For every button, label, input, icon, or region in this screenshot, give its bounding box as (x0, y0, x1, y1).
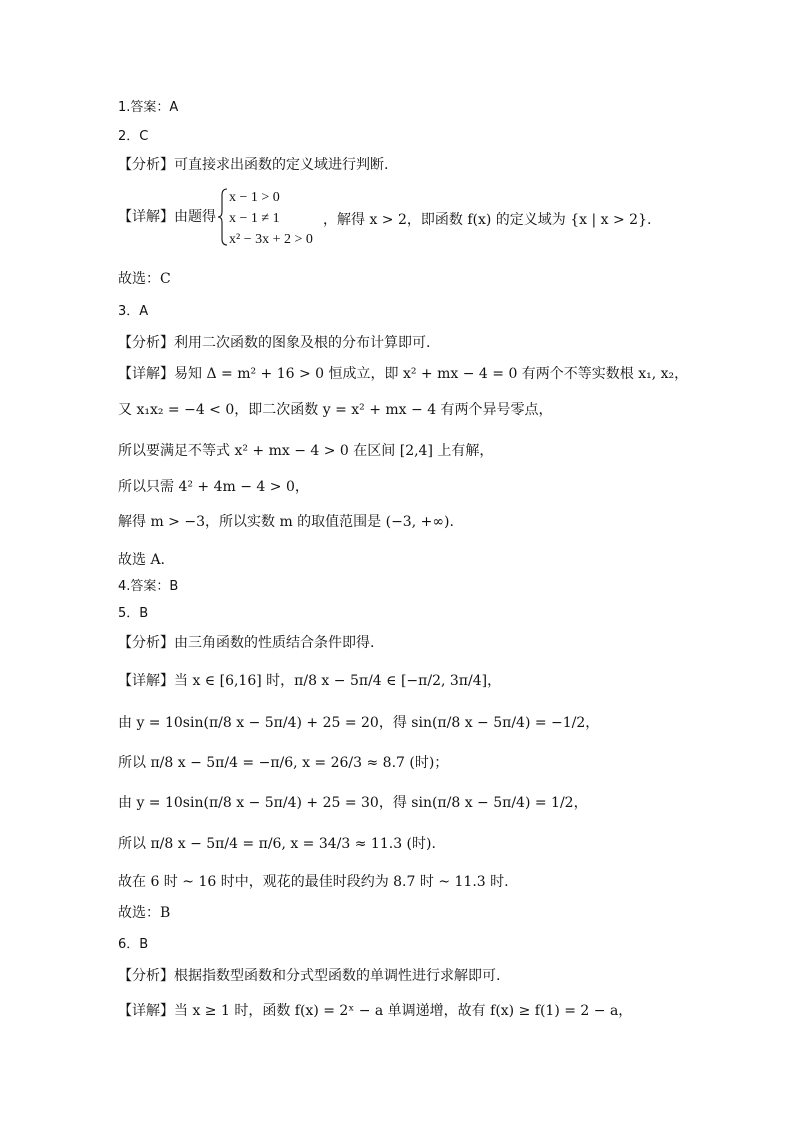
brace-icon (218, 188, 228, 246)
q3-detail-line-1: 【详解】易知 Δ = m² + 16 > 0 恒成立，即 x² + mx − 4 = 0 有两个不等实数根 x₁, x₂， (118, 366, 689, 382)
q2-system-row-2: x − 1 ≠ 1 (229, 211, 280, 226)
answer-6: 6．B (118, 937, 149, 952)
answer-5: 5．B (118, 606, 149, 621)
q3-detail-line-5: 解得 m > −3，所以实数 m 的取值范围是 (−3, +∞). (118, 514, 454, 530)
q2-system-row-1: x − 1 > 0 (229, 190, 280, 205)
q5-detail-line-6: 故在 6 时 ~ 16 时中，观花的最佳时段约为 8.7 时 ~ 11.3 时. (118, 874, 509, 890)
q2-system-row-3: x² − 3x + 2 > 0 (229, 232, 313, 247)
q6-analysis: 【分析】根据指数型函数和分式型函数的单调性进行求解即可. (118, 968, 501, 984)
q5-answer: 故选：B (118, 905, 171, 921)
q2-detail-prefix: 【详解】由题得 (118, 209, 216, 225)
q6-detail-line-1: 【详解】当 x ≥ 1 时，函数 f(x) = 2ˣ − a 单调递增，故有 f(x) ≥ f(1) = 2 − a， (118, 1003, 633, 1019)
q5-detail-line-4: 由 y = 10sin(π/8 x − 5π/4) + 25 = 30，得 sin(π/8 x − 5π/4) = 1/2， (118, 795, 588, 811)
q2-detail-suffix: ，解得 x > 2，即函数 f(x) 的定义域为 {x | x > 2}. (323, 212, 652, 228)
answer-3: 3．A (118, 304, 149, 319)
q5-detail-line-3: 所以 π/8 x − 5π/4 = −π/6, x = 26/3 ≈ 8.7 (时)； (118, 755, 449, 771)
q3-analysis: 【分析】利用二次函数的图象及根的分布计算即可. (118, 335, 431, 351)
q2-answer: 故选：C (118, 271, 171, 287)
q5-analysis: 【分析】由三角函数的性质结合条件即得. (118, 635, 375, 651)
answer-4: 4.答案：B (118, 579, 179, 594)
q3-detail-line-2: 又 x₁x₂ = −4 < 0，即二次函数 y = x² + mx − 4 有两个异号零点， (118, 402, 553, 418)
q5-detail-line-5: 所以 π/8 x − 5π/4 = π/6, x = 34/3 ≈ 11.3 (时). (118, 836, 436, 852)
q2-analysis: 【分析】可直接求出函数的定义域进行判断. (118, 157, 389, 173)
answer-2: 2．C (118, 129, 149, 144)
q3-answer: 故选 A. (118, 552, 166, 568)
answer-1: 1.答案：A (118, 100, 179, 115)
q5-detail-line-1: 【详解】当 x ∈ [6,16] 时，π/8 x − 5π/4 ∈ [−π/2, 3π/4]， (118, 673, 502, 689)
q3-detail-line-4: 所以只需 4² + 4m − 4 > 0， (118, 479, 309, 495)
q5-detail-line-2: 由 y = 10sin(π/8 x − 5π/4) + 25 = 20，得 sin(π/8 x − 5π/4) = −1/2， (118, 715, 600, 731)
q3-detail-line-3: 所以要满足不等式 x² + mx − 4 > 0 在区间 [2,4] 上有解， (118, 443, 494, 459)
